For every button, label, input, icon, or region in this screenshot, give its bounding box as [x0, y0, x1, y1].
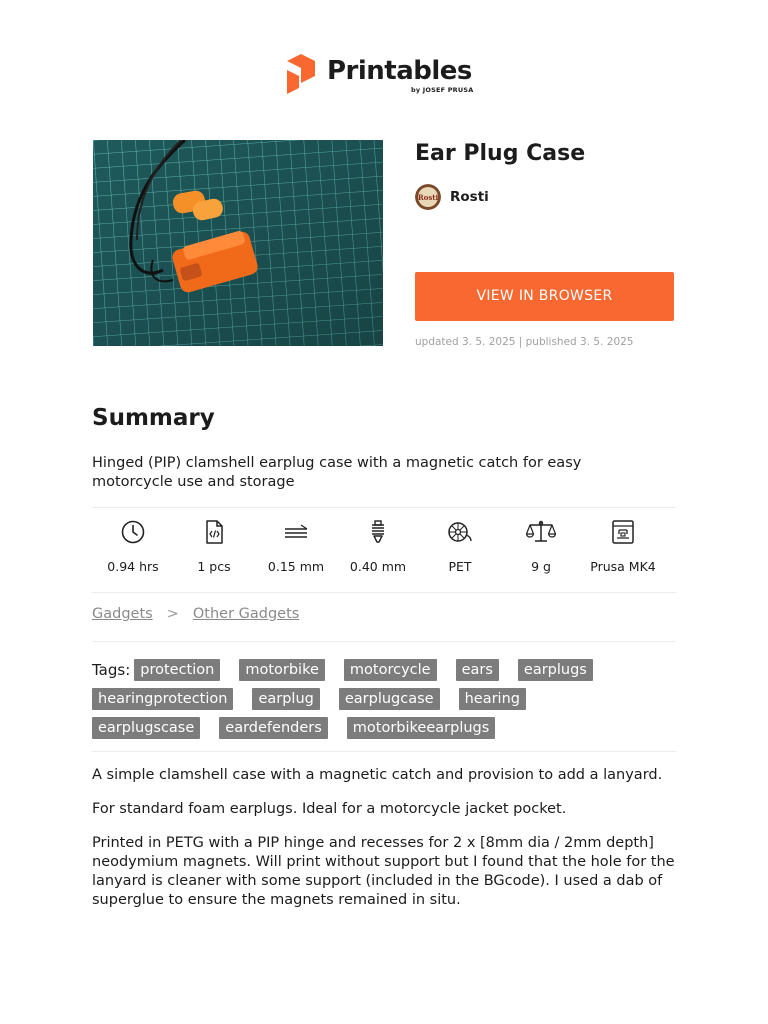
summary-heading: Summary: [92, 405, 215, 431]
stat-label: PET: [448, 559, 472, 574]
brand-name: Printables: [327, 56, 472, 86]
author[interactable]: [415, 184, 489, 210]
stat-label: 1 pcs: [197, 559, 231, 574]
brand-byline: by JOSEF PRUSA: [411, 86, 474, 94]
tag[interactable]: earplugscase: [92, 717, 200, 739]
stat-material: [419, 515, 501, 585]
divider: [92, 592, 676, 593]
model-description: [92, 766, 688, 925]
model-image[interactable]: [93, 140, 383, 346]
tags-row: [92, 684, 676, 713]
stat-layer-height: [255, 515, 337, 585]
tag[interactable]: hearing: [459, 688, 526, 710]
printer-icon: [610, 519, 636, 545]
printables-logo[interactable]: [287, 54, 487, 98]
scale-icon: [526, 519, 556, 545]
divider: [92, 507, 676, 508]
tag[interactable]: ears: [456, 659, 499, 681]
tag[interactable]: earplug: [252, 688, 319, 710]
gcode-file-icon: [201, 519, 227, 545]
tags: [92, 655, 676, 742]
tags-label: Tags:: [92, 660, 131, 679]
description-paragraph: For standard foam earplugs. Ideal for a motorcycle jacket pocket.: [92, 801, 567, 817]
print-stats: [92, 515, 676, 585]
stat-weight: [500, 515, 582, 585]
breadcrumb-separator: >: [166, 606, 179, 622]
tag[interactable]: eardefenders: [219, 717, 328, 739]
stat-label: 9 g: [531, 559, 551, 574]
stat-printer: [582, 515, 664, 585]
author-avatar-icon: [415, 184, 441, 210]
view-in-browser-button[interactable]: VIEW IN BROWSER: [415, 272, 674, 321]
stat-nozzle: [337, 515, 419, 585]
stat-print-time: [92, 515, 174, 585]
tag[interactable]: earplugs: [518, 659, 593, 681]
stat-pieces: [173, 515, 255, 585]
description-paragraph: Printed in PETG with a PIP hinge and recesses for 2 x [8mm dia / 2mm depth] neodymium magnets. Will print without support but I found that the hole for the lanyard is cleaner with some support (included in the BGcode). I used a dab of superglue to ensure the magnets remained in situ.: [92, 835, 675, 908]
stat-label: Prusa MK4: [590, 559, 656, 574]
avatar[interactable]: [415, 184, 441, 210]
model-title: Ear Plug Case: [415, 141, 586, 166]
tag[interactable]: motorbike: [239, 659, 325, 681]
printables-logo-mark-icon: [287, 54, 317, 94]
breadcrumb-subcategory-link[interactable]: Other Gadgets: [192, 606, 300, 622]
divider: [92, 751, 676, 752]
tag[interactable]: earplugcase: [339, 688, 440, 710]
summary-text: Hinged (PIP) clamshell earplug case with a magnetic catch for easy motorcycle use and storage: [92, 455, 582, 490]
tag[interactable]: motorbikeearplugs: [347, 717, 496, 739]
model-photo-icon: [93, 140, 383, 346]
author-name[interactable]: Rosti: [450, 189, 489, 205]
breadcrumb: [92, 606, 299, 622]
tag[interactable]: motorcycle: [344, 659, 437, 681]
breadcrumb-category-link[interactable]: Gadgets: [92, 606, 153, 622]
tag[interactable]: protection: [134, 659, 220, 681]
description-paragraph: A simple clamshell case with a magnetic catch and provision to add a lanyard.: [92, 767, 663, 783]
clock-icon: [120, 519, 146, 545]
tags-row: [92, 713, 676, 742]
tags-row: [92, 655, 676, 684]
tag[interactable]: hearingprotection: [92, 688, 233, 710]
stat-label: 0.40 mm: [349, 559, 407, 574]
stat-label: 0.94 hrs: [107, 559, 159, 574]
avatar-text: Rosti: [417, 193, 439, 202]
stat-label: 0.15 mm: [267, 559, 325, 574]
model-dates: updated 3. 5. 2025 | published 3. 5. 2025: [415, 336, 634, 348]
nozzle-icon: [365, 519, 391, 545]
divider: [92, 641, 676, 642]
filament-spool-icon: [447, 519, 473, 545]
layer-height-icon: [283, 519, 309, 545]
